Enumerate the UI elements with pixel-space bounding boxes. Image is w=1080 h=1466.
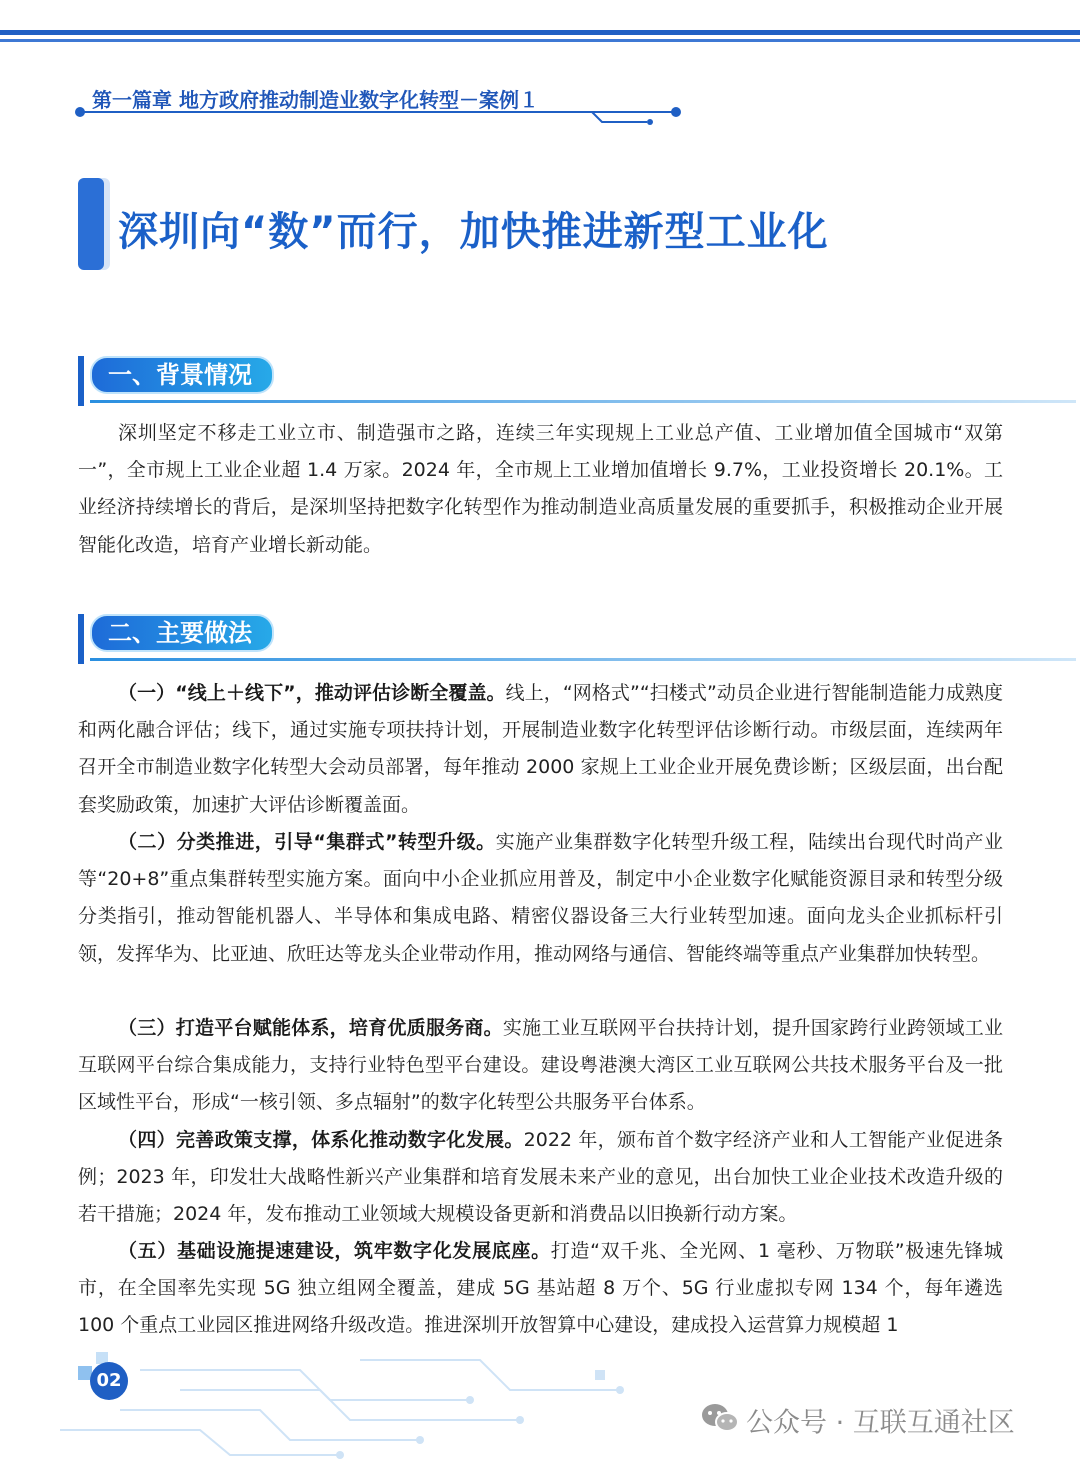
background-paragraph: 深圳坚定不移走工业立市、制造强市之路，连续三年实现规上工业总产值、工业增加值全国城市“双第一”，全市规上工业企业超 1.4 万家。2024 年，全市规上工业增加值增长 9.7%，工业投资增长 20.1%。工业经济持续增长的背后，是深圳坚持把数字化转型作为推动制造业高质量发展的重要抓手，积极推动企业开展智能化改造，培育产业增长新动能。 <box>78 422 1003 556</box>
section-title: 二、主要做法 <box>90 614 274 652</box>
section-title: 一、背景情况 <box>90 356 274 394</box>
page-number: 02 <box>90 1362 128 1400</box>
measure-body: 实施工业互联网平台扶持计划，提升国家跨行业跨领域工业互联网平台综合集成能力，支持行业特色型平台建设。建设粤港澳大湾区工业互联网公共技术服务平台及一批区域性平台，形成“一核引领、多点辐射”的数字化转型公共服务平台体系。 <box>78 1017 1003 1114</box>
measure-paragraph-2 <box>78 824 1003 973</box>
wechat-icon <box>700 1402 740 1446</box>
measure-paragraph-1 <box>78 675 1003 824</box>
measure-lead: （一）“线上＋线下”，推动评估诊断全覆盖。 <box>118 682 506 704</box>
section-heading-background <box>78 356 1078 406</box>
measure-lead: （五）基础设施提速建设，筑牢数字化发展底座。 <box>118 1240 551 1262</box>
chapter-header: 第一篇章 地方政府推动制造业数字化转型－案例１ <box>92 88 539 112</box>
measure-body: 实施产业集群数字化转型升级工程，陆续出台现代时尚产业等“20+8”重点集群转型实施方案。面向中小企业抓应用普及，制定中小企业数字化赋能资源目录和转型分级分类指引，推动智能机器人、半导体和集成电路、精密仪器设备三大行业转型加速。面向龙头企业抓标杆引领，发挥华为、比亚迪、欣旺达等龙头企业带动作用，推动网络与通信、智能终端等重点产业集群加快转型。 <box>78 831 1003 965</box>
measure-lead: （三）打造平台赋能体系，培育优质服务商。 <box>118 1017 503 1039</box>
section-heading-measures <box>78 614 1078 664</box>
measure-body: 打造“双千兆、全光网、1 毫秒、万物联”极速先锋城市，在全国率先实现 5G 独立组网全覆盖，建成 5G 基站超 8 万个、5G 行业虚拟专网 134 个，每年遴选 100 个重点工业园区推进网络升级改造。推进深圳开放智算中心建设，建成投入运营算力规模超 1 <box>78 1240 1003 1337</box>
measure-body: 线上，“网格式”“扫楼式”动员企业进行智能制造能力成熟度和两化融合评估；线下，通过实施专项扶持计划，开展制造业数字化转型评估诊断行动。市级层面，连续两年召开全市制造业数字化转型大会动员部署，每年推动 2000 家规上工业企业开展免费诊断；区级层面，出台配套奖励政策，加速扩大评估诊断覆盖面。 <box>78 682 1003 816</box>
section-rule <box>90 658 1076 661</box>
section-marker <box>78 614 84 664</box>
chapter-underline <box>72 104 692 130</box>
section-rule <box>90 400 1076 403</box>
measure-paragraph-3 <box>78 1010 1003 1122</box>
measure-lead: （二）分类推进，引导“集群式”转型升级。 <box>118 831 496 853</box>
measure-paragraph-5 <box>78 1233 1003 1345</box>
measure-lead: （四）完善政策支撑，体系化推动数字化发展。 <box>118 1129 524 1151</box>
measure-paragraph-4 <box>78 1122 1003 1234</box>
measure-body: 2022 年，颁布首个数字经济产业和人工智能产业促进条例；2023 年，印发壮大战略性新兴产业集群和培育发展未来产业的意见，出台加快工业企业技术改造升级的若干措施；2024 年，发布推动工业领域大规模设备更新和消费品以旧换新行动方案。 <box>78 1129 1003 1226</box>
watermark-text: 公众号 · 互联互通社区 <box>746 1407 1015 1439</box>
top-stripes <box>0 30 1080 50</box>
watermark <box>700 1402 1015 1442</box>
section-marker <box>78 356 84 406</box>
title-accent-bar <box>78 178 104 270</box>
page-title: 深圳向“数”而行，加快推进新型工业化 <box>118 209 829 255</box>
